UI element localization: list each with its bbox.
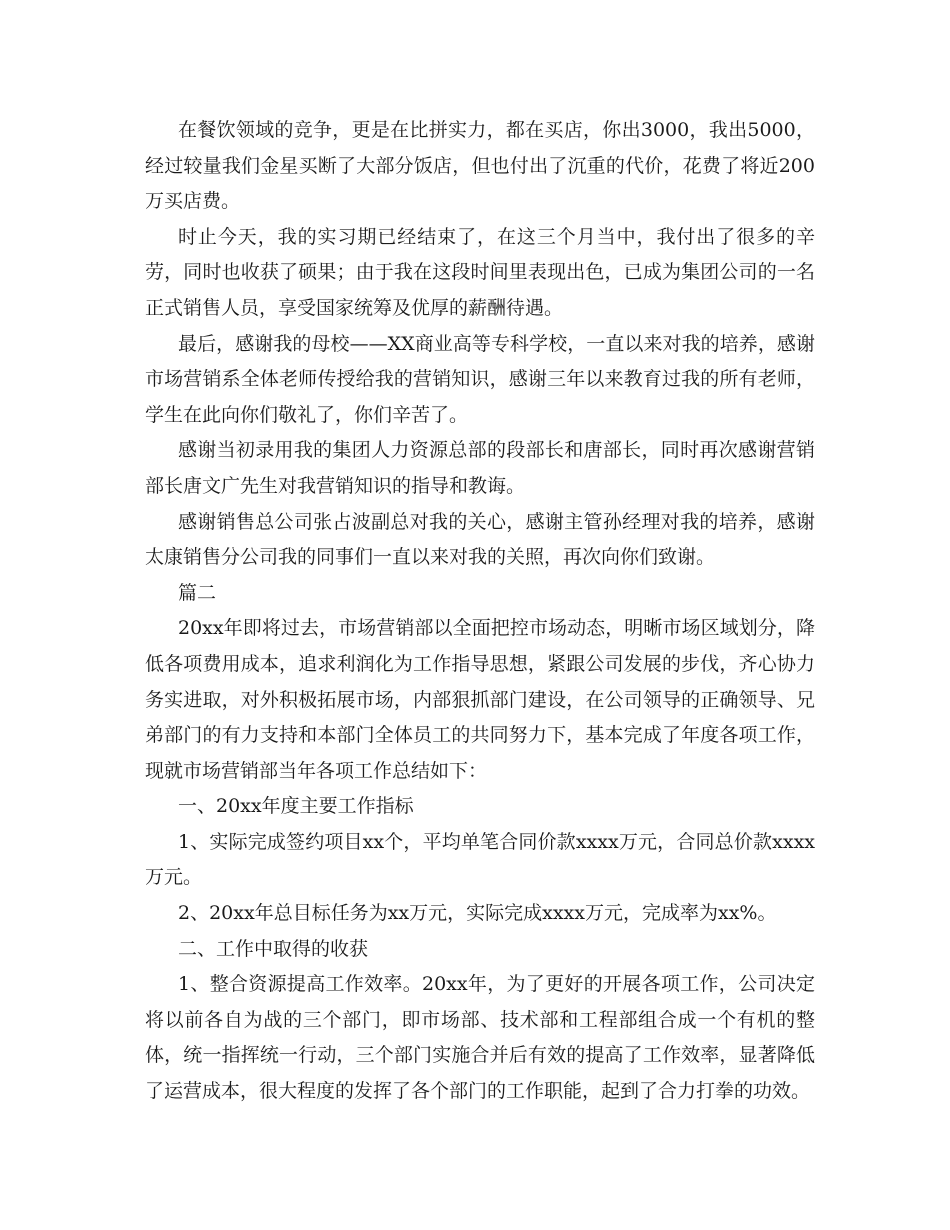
- list-item-resource-integration: 1、整合资源提高工作效率。20xx年，为了更好的开展各项工作，公司决定将以前各自为战的三个部门，即市场部、技术部和工程部组合成一个有机的整体，统一指挥统一行动，三个部门实施合并后有效的提高了工作效率，显著降低了运营成本，很大程度的发挥了各个部门的工作职能，起到了合力打拳的功效。: [145, 973, 815, 1103]
- paragraph-thanks-school: 最后，感谢我的母校——XX商业高等专科学校，一直以来对我的培养，感谢市场营销系全体老师传授给我的营销知识，感谢三年以来教育过我的所有老师，学生在此向你们敬礼了，你们辛苦了。: [145, 332, 815, 426]
- list-item-contracts: 1、实际完成签约项目xx个，平均单笔合同价款xxxx万元，合同总价款xxxx万元。: [145, 830, 815, 889]
- paragraph-annual-summary-intro: 20xx年即将过去，市场营销部以全面把控市场动态，明晰市场区域划分，降低各项费用成本，追求利润化为工作指导思想，紧跟公司发展的步伐，齐心协力务实进取，对外积极拓展市场，内部狠抓部门建设，在公司领导的正确领导、兄弟部门的有力支持和本部门全体员工的共同努力下，基本完成了年度各项工作，现就市场营销部当年各项工作总结如下：: [145, 617, 815, 782]
- list-item-target-completion: 2、20xx年总目标任务为xx万元，实际完成xxxx万元，完成率为xx%。: [178, 902, 777, 925]
- section-heading-part-two: 篇二: [178, 581, 217, 604]
- paragraph-shop-competition: 在餐饮领域的竞争，更是在比拼实力，都在买店，你出3000，我出5000，经过较量我们金星买断了大部分饭店，但也付出了沉重的代价，花费了将近200万买店费。: [145, 119, 815, 213]
- paragraph-internship-end: 时止今天，我的实习期已经结束了，在这三个月当中，我付出了很多的辛劳，同时也收获了硕果；由于我在这段时间里表现出色，已成为集团公司的一名正式销售人员，享受国家统筹及优厚的薪酬待遇。: [145, 225, 815, 319]
- heading-main-indicators: 一、20xx年度主要工作指标: [178, 795, 414, 818]
- heading-work-gains: 二、工作中取得的收获: [178, 937, 369, 960]
- paragraph-thanks-colleagues: 感谢销售总公司张占波副总对我的关心，感谢主管孙经理对我的培养，感谢太康销售分公司我的同事们一直以来对我的关照，再次向你们致谢。: [145, 510, 815, 569]
- paragraph-thanks-hr: 感谢当初录用我的集团人力资源总部的段部长和唐部长，同时再次感谢营销部长唐文广先生对我营销知识的指导和教诲。: [145, 439, 815, 497]
- document-body: [145, 113, 815, 1110]
